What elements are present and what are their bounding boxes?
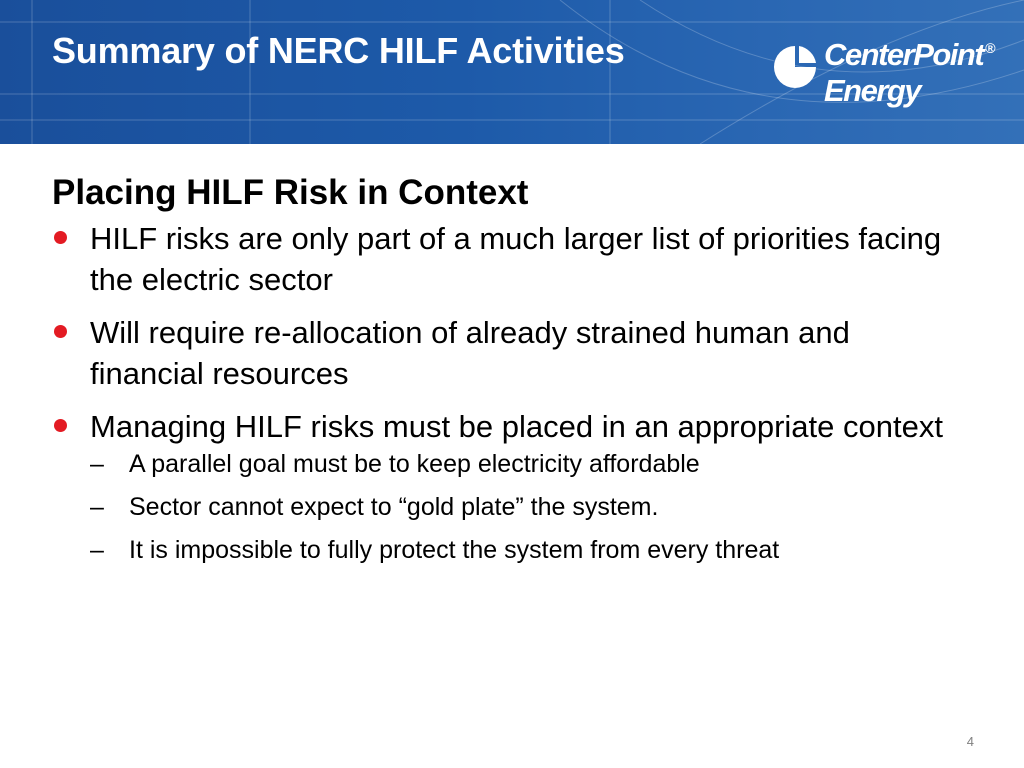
- sub-bullet-text: A parallel goal must be to keep electricity affordable: [129, 450, 700, 478]
- red-bullet-icon: [54, 325, 67, 338]
- logo-line1: CenterPoint: [824, 37, 984, 72]
- registered-mark: ®: [985, 40, 996, 56]
- slide-title: Summary of NERC HILF Activities: [52, 30, 625, 71]
- sub-bullet-item: [90, 492, 972, 522]
- slide-header-banner: [0, 0, 1024, 144]
- dash-bullet-icon: –: [90, 536, 104, 564]
- red-bullet-icon: [54, 231, 67, 244]
- bullet-item: [52, 218, 972, 300]
- section-heading: Placing HILF Risk in Context: [52, 173, 529, 212]
- centerpoint-energy-logo: [770, 28, 1000, 118]
- bullet-list: [52, 218, 972, 565]
- page-number: 4: [966, 734, 974, 749]
- bullet-text: HILF risks are only part of a much larger list of priorities facing the electric sector: [90, 221, 942, 297]
- slide-body: [52, 168, 972, 578]
- bullet-item: [52, 406, 972, 565]
- red-bullet-icon: [54, 419, 67, 432]
- logo-line2: Energy: [824, 73, 921, 108]
- sub-bullet-item: [90, 449, 972, 479]
- sub-bullet-item: [90, 535, 972, 565]
- sub-bullet-text: It is impossible to fully protect the system from every threat: [129, 536, 780, 564]
- dash-bullet-icon: –: [90, 450, 104, 478]
- centerpoint-circle-icon: [772, 44, 818, 90]
- bullet-text: Managing HILF risks must be placed in an appropriate context: [90, 409, 943, 444]
- sub-bullet-text: Sector cannot expect to “gold plate” the system.: [129, 493, 659, 521]
- dash-bullet-icon: –: [90, 493, 104, 521]
- bullet-item: [52, 312, 972, 394]
- bullet-text: Will require re-allocation of already strained human and financial resources: [90, 315, 850, 391]
- sub-bullet-list: [90, 449, 972, 565]
- logo-wordmark: [824, 30, 996, 109]
